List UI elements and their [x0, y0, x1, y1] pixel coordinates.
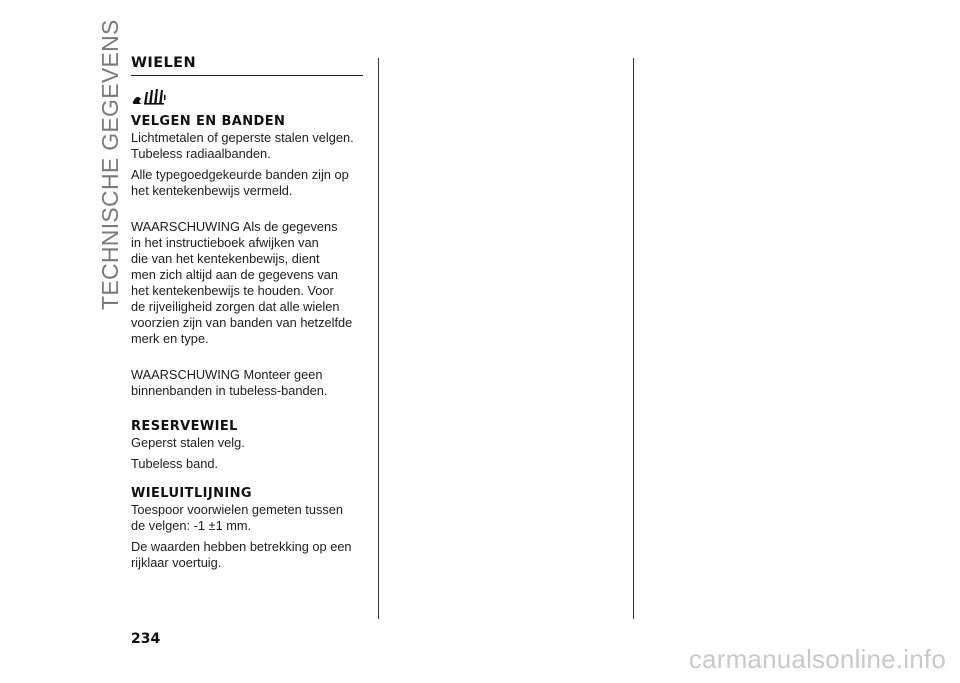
- column-divider-right: [633, 58, 634, 619]
- reservewiel-text-line: Geperst stalen velg.: [131, 435, 245, 450]
- side-section-title-text: TECHNISCHE GEGEVENS: [97, 19, 123, 310]
- warning-line: voorzien zijn van banden van hetzelfde: [131, 315, 353, 330]
- warning-line: het kentekenbewijs te houden. Voor: [131, 283, 334, 298]
- warning-line: in het instructieboek afwijken van: [131, 235, 319, 250]
- page-number: 234: [131, 631, 161, 647]
- wieluitlijning-text-line: de velgen: -1 ±1 mm.: [131, 518, 252, 533]
- column-divider-left: [378, 58, 379, 619]
- reservewiel-text-line: Tubeless band.: [131, 456, 219, 471]
- warning-line: binnenbanden in tubeless-banden.: [131, 383, 328, 398]
- side-section-title: [77, 19, 123, 310]
- warning-block-2: [131, 367, 367, 399]
- velgen-text-line: Lichtmetalen of geperste stalen velgen.: [131, 130, 354, 145]
- velgen-text-line: Tubeless radiaalbanden.: [131, 146, 271, 161]
- section-title: WIELEN: [131, 55, 196, 71]
- velgen-heading: VELGEN EN BANDEN: [131, 114, 286, 129]
- wheel-tyre-icon: [131, 86, 167, 106]
- wieluitlijning-text-line: Toespoor voorwielen gemeten tussen: [131, 502, 343, 517]
- warning-line: merk en type.: [131, 331, 209, 346]
- wieluitlijning-heading: WIELUITLIJNING: [131, 486, 252, 501]
- content-column: [131, 54, 367, 571]
- warning-line: die van het kentekenbewijs, dient: [131, 251, 320, 266]
- velgen-text-line: het kentekenbewijs vermeld.: [131, 183, 293, 198]
- warning-line: WAARSCHUWING Als de gegevens: [131, 219, 338, 234]
- velgen-text-line: Alle typegoedgekeurde banden zijn op: [131, 167, 349, 182]
- warning-line: de rijveiligheid zorgen dat alle wielen: [131, 299, 340, 314]
- reservewiel-heading: RESERVEWIEL: [131, 419, 238, 434]
- watermark: carmanualsonline.info: [688, 644, 946, 674]
- section-title-rule: [131, 75, 363, 76]
- warning-block-1: [131, 219, 367, 347]
- icon-row: [131, 86, 367, 106]
- wieluitlijning-text-line: rijklaar voertuig.: [131, 555, 222, 570]
- wieluitlijning-text-line: De waarden hebben betrekking op een: [131, 539, 352, 554]
- warning-line: men zich altijd aan de gegevens van: [131, 267, 339, 282]
- warning-line: WAARSCHUWING Monteer geen: [131, 367, 323, 382]
